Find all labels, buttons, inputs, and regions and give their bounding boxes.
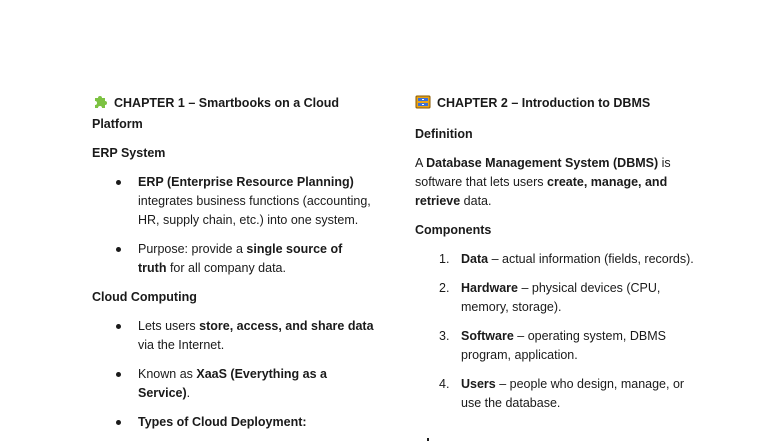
chapter-1-title: CHAPTER 1 – Smartbooks on a Cloud Platform <box>92 96 340 131</box>
cloud-list <box>92 317 374 432</box>
bullet-icon <box>116 420 121 425</box>
list-item <box>415 375 705 413</box>
list-item <box>415 327 705 365</box>
components-heading: Components <box>415 223 492 237</box>
list-item <box>92 317 374 355</box>
list-item <box>415 279 705 317</box>
chapter-2-title: CHAPTER 2 – Introduction to DBMS <box>437 96 651 110</box>
bullet-icon <box>116 247 121 252</box>
list-item <box>92 413 374 432</box>
component-term: Data <box>461 252 489 266</box>
erp-description: integrates business functions (accounting, HR, supply chain, etc.) into one system. <box>138 194 371 227</box>
component-description: – actual information (fields, records). <box>488 252 694 266</box>
item-number: 1. <box>439 252 450 266</box>
item-number: 3. <box>439 329 450 343</box>
chapter-1-column <box>92 94 374 442</box>
erp-list <box>92 173 374 278</box>
bullet-icon <box>116 180 121 185</box>
erp-term: ERP (Enterprise Resource Planning) <box>138 175 354 189</box>
cloud-pre: Lets users <box>138 319 200 333</box>
item-number: 2. <box>439 281 450 295</box>
erp-heading: ERP System <box>92 146 166 160</box>
definition-post: data. <box>460 194 492 208</box>
chapter-2-heading <box>415 94 705 115</box>
component-term: Hardware <box>461 281 518 295</box>
list-item <box>92 173 374 230</box>
filing-cabinet-icon <box>415 95 431 115</box>
purpose-pre: Purpose: provide a <box>138 242 247 256</box>
component-term: Software <box>461 329 514 343</box>
purpose-post: for all company data. <box>166 261 286 275</box>
definition-pre: A <box>415 156 427 170</box>
components-list <box>415 250 705 413</box>
dbms-actions: create, manage, and retrieve <box>415 175 668 208</box>
deployment-types: Types of Cloud Deployment: <box>138 415 307 429</box>
bullet-icon <box>116 372 121 377</box>
component-description: – physical devices (CPU, memory, storage). <box>461 281 661 314</box>
definition-mid: is software that lets users <box>415 156 671 189</box>
list-item <box>415 250 705 269</box>
bullet-icon <box>116 324 121 329</box>
cloud-heading: Cloud Computing <box>92 290 197 304</box>
dbms-term: Database Management System (DBMS) <box>426 156 659 170</box>
xaas-post: . <box>186 386 191 400</box>
cloud-post: via the Internet. <box>138 338 225 352</box>
item-number: 4. <box>439 377 450 391</box>
cloud-bold: store, access, and share data <box>199 319 374 333</box>
purpose-bold: single source of truth <box>138 242 343 275</box>
definition-paragraph <box>415 154 705 211</box>
definition-heading: Definition <box>415 127 473 141</box>
chapter-2-column <box>415 94 705 423</box>
list-item <box>92 240 374 278</box>
component-description: – people who design, manage, or use the database. <box>461 377 685 410</box>
puzzle-icon <box>92 95 108 115</box>
component-description: – operating system, DBMS program, application. <box>461 329 666 362</box>
xaas-pre: Known as <box>138 367 197 381</box>
xaas-bold: XaaS (Everything as a Service) <box>138 367 327 400</box>
chapter-1-heading <box>92 94 374 134</box>
component-term: Users <box>461 377 496 391</box>
list-item <box>92 365 374 403</box>
